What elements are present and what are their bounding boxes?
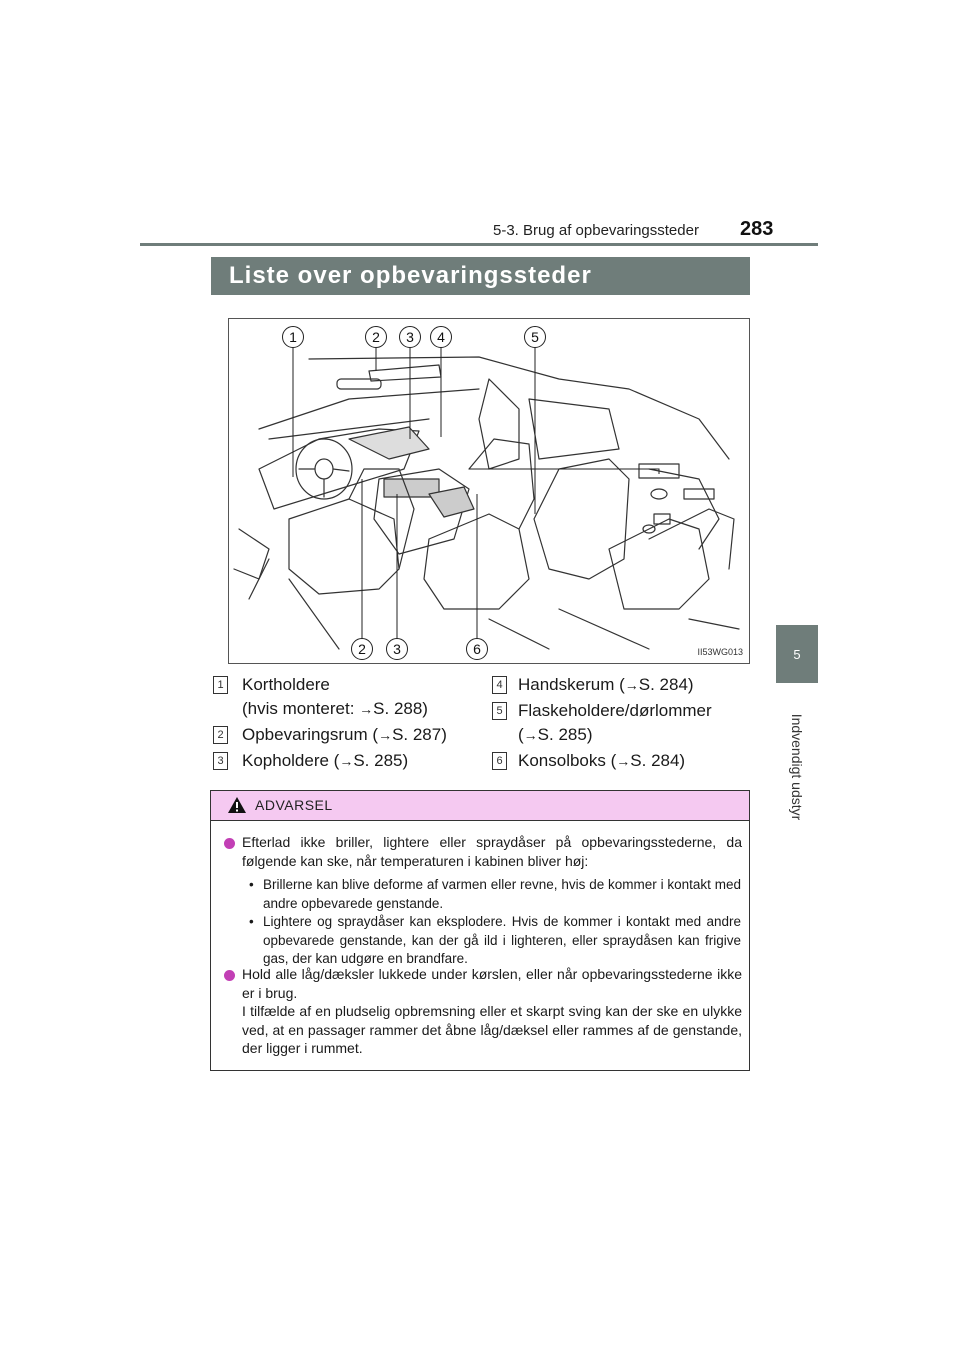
warning-paragraph-3: I tilfælde af en pludselig opbremsning eller et skarpt sving kan der ske en ulykke ved, at en passager rammer det åbne låg/dæksel eller rammes af de genstande, der ligger i rummet.	[242, 1003, 742, 1056]
warning-triangle-icon	[227, 796, 247, 814]
warning-sub-2: Lightere og spraydåser kan eksplodere. Hvis de kommer i kontakt med andre opbevarede genstande, kan der gå ild i lighteren, eller spraydåsen kan frigive gas, der kan udgøre en brandfare.	[263, 914, 741, 966]
sub-bullet-icon: •	[249, 877, 254, 892]
warning-box	[210, 790, 750, 1071]
legend-ref: (hvis monteret: →S. 288)	[242, 699, 428, 718]
car-interior-illustration	[229, 319, 749, 663]
bullet-dot-icon	[224, 970, 235, 981]
figure-code: II53WG013	[697, 647, 743, 657]
legend-label: Flaskeholdere/dørlommer	[518, 701, 712, 720]
legend-item-glove-box: Handskerum (→S. 284)	[518, 675, 694, 694]
legend-number: 3	[213, 752, 228, 770]
legend-item-storage-box: Opbevaringsrum (→S. 287)	[242, 725, 447, 744]
callout-1-top: 1	[282, 326, 304, 348]
callout-2-top: 2	[365, 326, 387, 348]
legend-label: Kortholdere	[242, 675, 330, 694]
callout-3-bottom: 3	[386, 638, 408, 660]
legend-number: 2	[213, 726, 228, 744]
legend-item-bottle-holders	[518, 699, 712, 747]
legend-number: 4	[492, 676, 507, 694]
chapter-title-vertical	[776, 692, 818, 842]
callout-3-top: 3	[399, 326, 421, 348]
legend-number: 1	[213, 676, 228, 694]
car-interior-figure	[228, 318, 750, 664]
warning-label: ADVARSEL	[255, 797, 333, 813]
legend-number: 6	[492, 752, 507, 770]
page-number: 283	[740, 218, 774, 240]
callout-6-bottom: 6	[466, 638, 488, 660]
legend-item-map-holders	[242, 673, 428, 721]
warning-sub-1: Brillerne kan blive deforme af varmen eller revne, hvis de kommer i kontakt med andre opbevarede genstande.	[263, 877, 741, 911]
legend-item-console-box: Konsolboks (→S. 284)	[518, 751, 686, 770]
chapter-tab	[776, 625, 818, 683]
sub-bullet-icon: •	[249, 914, 254, 929]
bullet-dot-icon	[224, 838, 235, 849]
callout-5-top: 5	[524, 326, 546, 348]
warning-paragraph-1: Efterlad ikke briller, lightere eller spraydåser på opbevaringsstederne, da følgende kan ske, når temperaturen i kabinen bliver høj:	[242, 834, 742, 869]
legend-item-cup-holders: Kopholdere (→S. 285)	[242, 751, 409, 770]
callout-2-bottom: 2	[351, 638, 373, 660]
section-title: Liste over opbevaringssteder	[211, 257, 750, 295]
warning-paragraph-2: Hold alle låg/dæksler lukkede under kørslen, eller når opbevaringsstederne ikke er i brug.	[242, 966, 742, 1001]
callout-4-top: 4	[430, 326, 452, 348]
legend-ref: (→S. 285)	[518, 725, 593, 744]
warning-header	[211, 791, 749, 821]
chapter-title: Indvendigt udstyr	[789, 713, 805, 821]
legend-number: 5	[492, 702, 507, 720]
running-header: 5-3. Brug af opbevaringssteder	[493, 222, 699, 239]
chapter-number: 5	[793, 646, 801, 662]
header-divider	[140, 243, 818, 246]
